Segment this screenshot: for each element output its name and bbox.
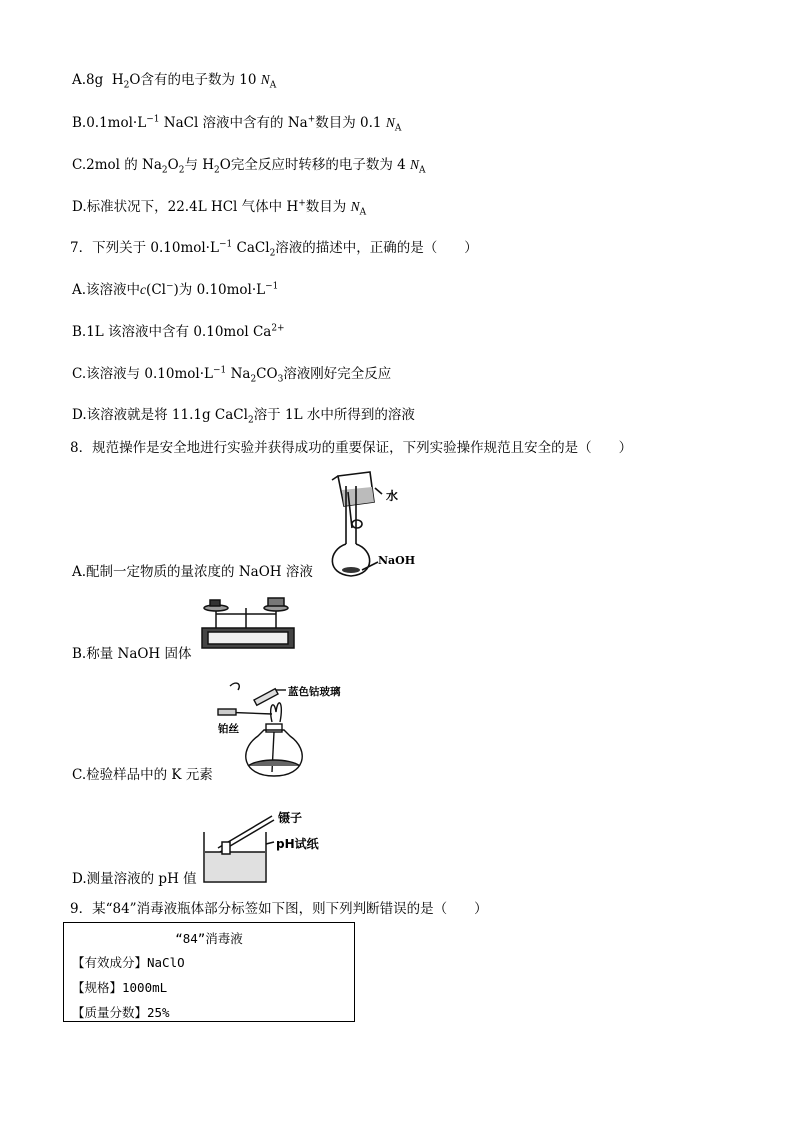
- q8-option-b: B.称量 NaOH 固体: [72, 646, 192, 662]
- q8-option-c: C.检验样品中的 K 元素: [72, 767, 213, 783]
- figure-a-water-label: 水: [386, 489, 399, 503]
- q6-option-b: $B.0.1mol\cdot L^{-1}$ NaCl 溶液中含有的 Na+数目为 0.1 $N_A$: [72, 114, 402, 134]
- figure-d-tweezers-label: 镊子: [278, 811, 303, 825]
- q6-option-c: C.2mol 的 $Na_2O_2$与 $H_2O$完全反应时转移的电子数为 4 $N_A$: [72, 157, 426, 176]
- figure-c-flame-test: [214, 676, 364, 780]
- label-row-ingredient: 【有效成分】NaClO: [72, 955, 185, 970]
- q8-option-d: D.测量溶液的 pH 值: [72, 871, 197, 887]
- label-title: “84”消毒液: [175, 931, 243, 946]
- q7-option-c: C.该溶液与 $0.10mol\cdot L^{-1}$ $Na_2CO_3$溶液刚好完全反应: [72, 365, 392, 385]
- figure-b-balance: [194, 592, 300, 654]
- q7-option-b: B.1L 该溶液中含有 0.10mol $Ca^{2+}$: [72, 323, 285, 340]
- label-row-mass-fraction: 【质量分数】25%: [72, 1005, 170, 1020]
- q8-stem: 8．规范操作是安全地进行实验并获得成功的重要保证，下列实验操作规范且安全的是（ ）: [70, 440, 633, 456]
- disinfectant-label: [63, 922, 355, 1022]
- figure-a-volumetric-flask: [322, 466, 422, 581]
- q7-option-a: A.该溶液中c(Cl−)为 $0.10mol\cdot L^{-1}$: [72, 281, 279, 298]
- figure-c-glass-label: 蓝色钴玻璃: [288, 686, 341, 698]
- figure-d-ph-test: [200, 804, 350, 888]
- q6-option-d: D.标准状况下，22.4L HCl 气体中 H+数目为 $N_A$: [72, 198, 367, 218]
- q8-option-a: A.配制一定物质的量浓度的 NaOH 溶液: [72, 564, 313, 580]
- q7-option-d: D.该溶液就是将 11.1g CaCl$_2$溶于 1L 水中所得到的溶液: [72, 407, 415, 426]
- q7-stem: 7．下列关于 $0.10mol\cdot L^{-1}$ CaCl$_2$溶液的描述中，正确的是（ ）: [70, 239, 478, 259]
- q6-option-a: A.8g $H_2O$含有的电子数为 10 $N_A$: [72, 72, 277, 91]
- figure-d-paper-label: pH试纸: [276, 837, 319, 851]
- figure-a-naoh-label: NaOH: [378, 554, 416, 567]
- figure-c-wire-label: 铂丝: [218, 723, 239, 735]
- label-row-spec: 【规格】1000mL: [72, 980, 168, 995]
- q9-stem: 9．某“84”消毒液瓶体部分标签如下图，则下列判断错误的是（ ）: [70, 901, 488, 917]
